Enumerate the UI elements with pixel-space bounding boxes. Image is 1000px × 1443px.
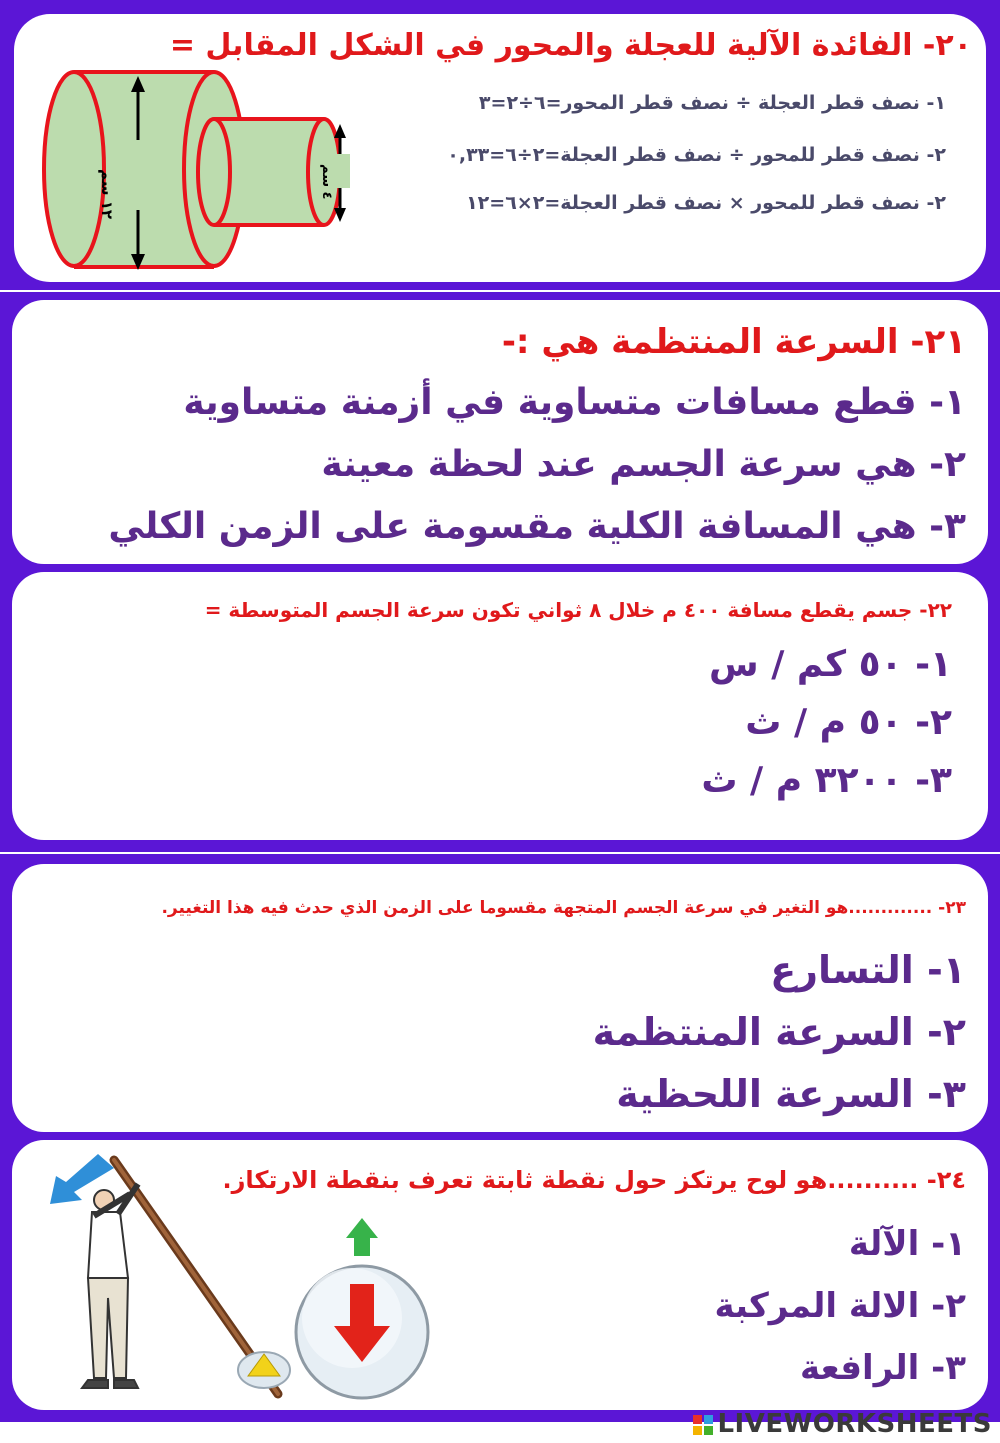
watermark-text: LIVEWORKSHEETS xyxy=(717,1409,992,1439)
q23-option-1[interactable]: ١- التسارع xyxy=(770,948,966,992)
panel-q20 xyxy=(0,0,1000,290)
q21-option-3[interactable]: ٣- هي المسافة الكلية مقسومة على الزمن الكلي xyxy=(108,506,966,547)
q24-title: ٢٤- ..........هو لوح يرتكز حول نقطة ثابتة تعرف بنقطة الارتكاز. xyxy=(222,1166,966,1194)
lever-illustration xyxy=(42,1148,452,1410)
card-q21 xyxy=(12,300,988,564)
liveworksheets-watermark xyxy=(693,1409,992,1439)
q24-option-2[interactable]: ٢- الالة المركبة xyxy=(714,1286,966,1326)
q23-option-3[interactable]: ٣- السرعة اللحظية xyxy=(616,1072,966,1116)
q20-option-2[interactable]: ٢- نصف قطر للمحور ÷ نصف قطر العجلة=٢÷٦=٠,٣٣ xyxy=(447,144,946,166)
liveworksheets-logo-icon xyxy=(693,1415,713,1435)
q22-option-1[interactable]: ١- ٥٠ كم / س xyxy=(708,644,952,685)
q20-option-3[interactable]: ٢- نصف قطر للمحور × نصف قطر العجلة=٢×٦=١٢ xyxy=(466,192,946,214)
q21-option-1[interactable]: ١- قطع مسافات متساوية في أزمنة متساوية xyxy=(183,382,966,423)
q21-option-2[interactable]: ٢- هي سرعة الجسم عند لحظة معينة xyxy=(321,444,966,485)
panel-q23-q24 xyxy=(0,854,1000,1422)
wheel-radius-label: ١٢ سم xyxy=(98,169,116,220)
card-q20 xyxy=(14,14,986,282)
card-q22 xyxy=(12,572,988,840)
q23-option-2[interactable]: ٢- السرعة المنتظمة xyxy=(592,1010,966,1054)
card-q23 xyxy=(12,864,988,1132)
q24-option-1[interactable]: ١- الآلة xyxy=(848,1224,966,1264)
q22-option-2[interactable]: ٢- ٥٠ م / ث xyxy=(745,702,952,743)
up-arrow-icon xyxy=(346,1218,378,1256)
q20-title: ٢٠- الفائدة الآلية للعجلة والمحور في الشكل المقابل = xyxy=(169,28,972,63)
q24-option-3[interactable]: ٣- الرافعة xyxy=(799,1348,966,1388)
q22-title: ٢٢- جسم يقطع مسافة ٤٠٠ م خلال ٨ ثواني تكون سرعة الجسم المتوسطة = xyxy=(204,598,952,622)
card-q24 xyxy=(12,1140,988,1410)
q21-title: ٢١- السرعة المنتظمة هي :- xyxy=(501,322,966,362)
panel-q21-q22 xyxy=(0,292,1000,852)
q20-option-1[interactable]: ١- نصف قطر العجلة ÷ نصف قطر المحور=٦÷٢=٣ xyxy=(478,92,946,114)
wheel-axle-figure xyxy=(34,62,364,277)
q22-option-3[interactable]: ٣- ٣٢٠٠ م / ث xyxy=(701,760,952,801)
man-figure xyxy=(82,1184,138,1388)
q23-title: ٢٣- .............هو التغير في سرعة الجسم المتجهة مقسوما على الزمن الذي حدث فيه هذا التغيير. xyxy=(161,898,966,918)
axle-radius-label: ٤ سم xyxy=(319,164,334,200)
